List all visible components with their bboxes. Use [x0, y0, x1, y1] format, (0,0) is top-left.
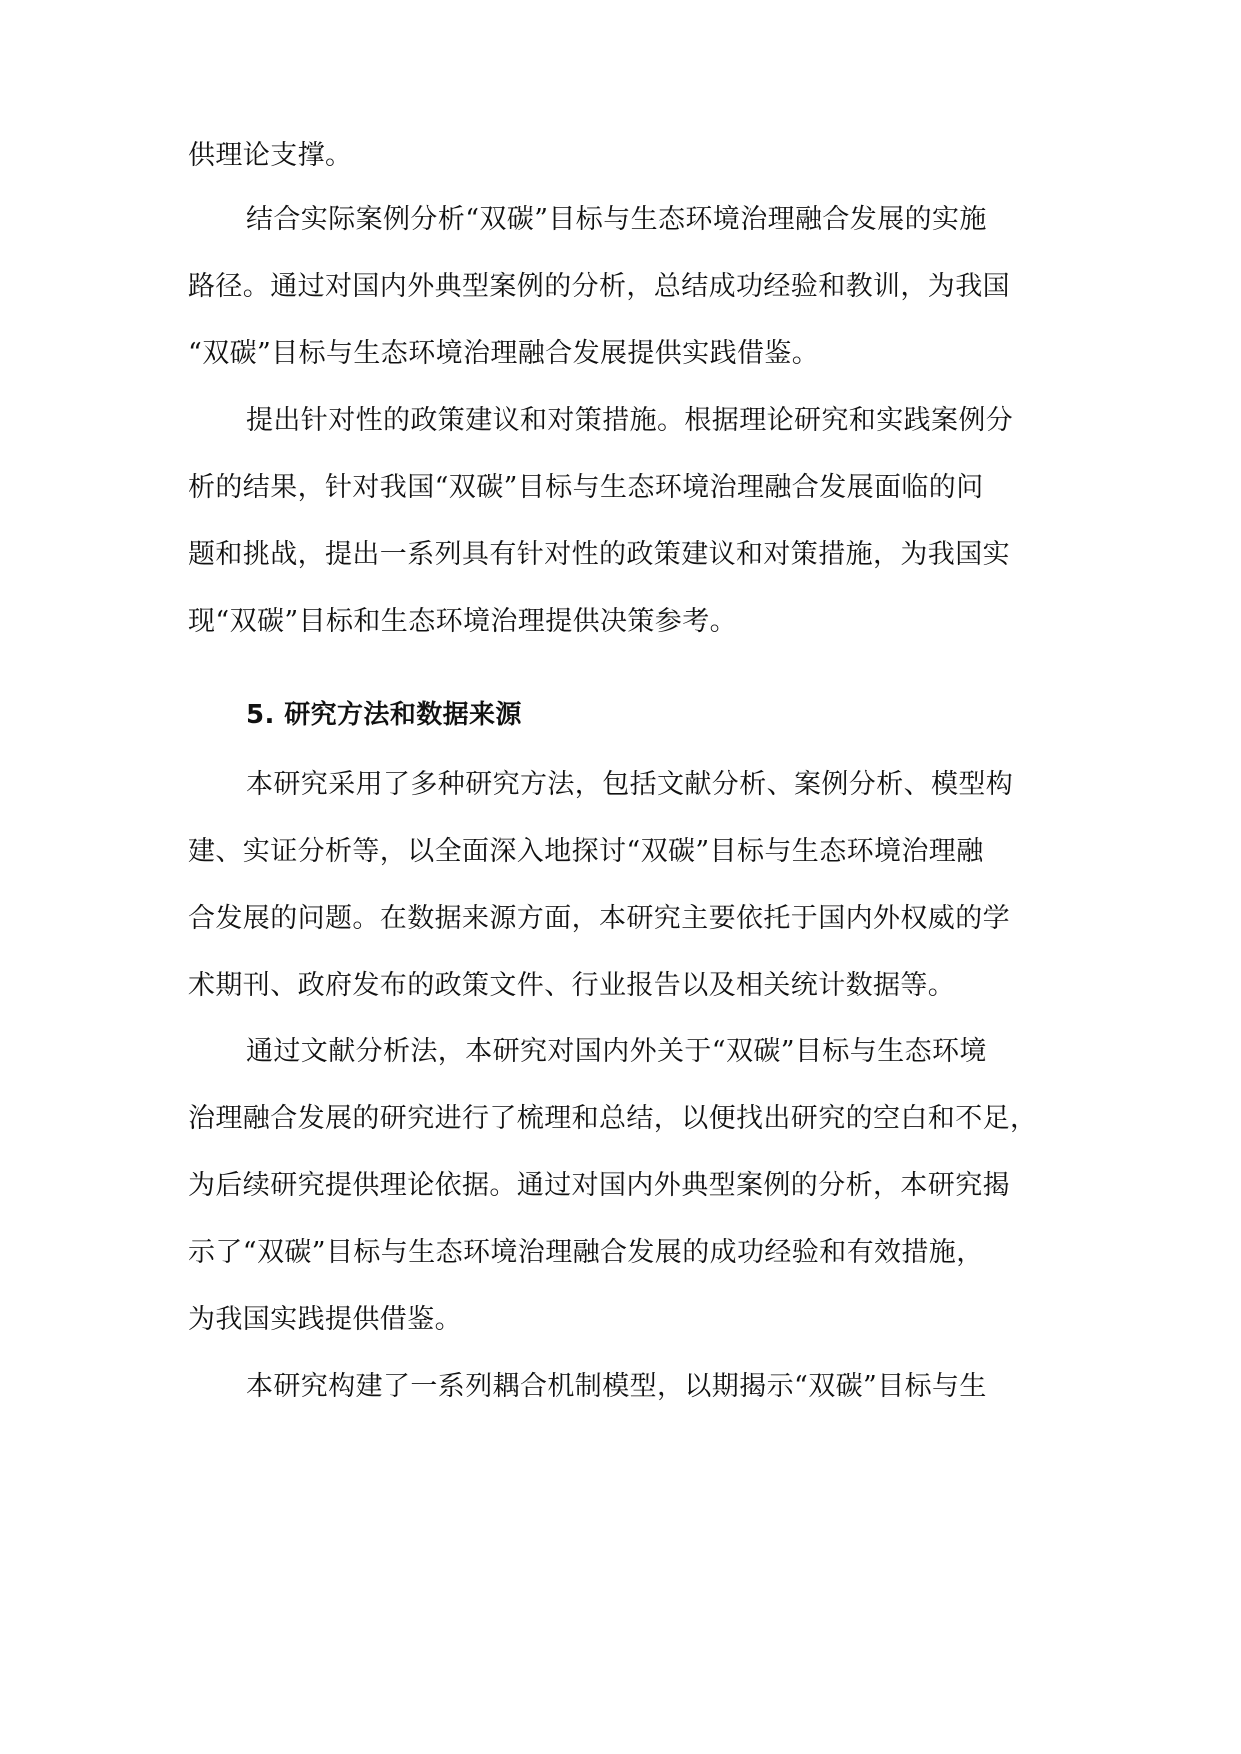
- text-line: 析的结果，针对我国“双碳”目标与生态环境治理融合发展面临的问: [188, 472, 984, 503]
- text-line: 提出针对性的政策建议和对策措施。根据理论研究和实践案例分: [246, 405, 1014, 436]
- document-page: [188, 0, 1050, 1754]
- text-line: 治理融合发展的研究进行了梳理和总结，以便找出研究的空白和不足，: [188, 1103, 1038, 1134]
- text-line: 结合实际案例分析“双碳”目标与生态环境治理融合发展的实施: [246, 204, 987, 235]
- text-line: “双碳”目标与生态环境治理融合发展提供实践借鉴。: [188, 338, 820, 369]
- text-line: 为我国实践提供借鉴。: [188, 1304, 462, 1335]
- text-line: 建、实证分析等，以全面深入地探讨“双碳”目标与生态环境治理融: [188, 836, 984, 867]
- text-line: 合发展的问题。在数据来源方面，本研究主要依托于国内外权威的学: [188, 903, 1010, 934]
- text-line: 通过文献分析法，本研究对国内外关于“双碳”目标与生态环境: [246, 1036, 987, 1067]
- text-line: 供理论支撑。: [188, 140, 353, 171]
- text-line: 术期刊、政府发布的政策文件、行业报告以及相关统计数据等。: [188, 970, 956, 1001]
- section-heading: 5. 研究方法和数据来源: [246, 700, 522, 730]
- text-line: 现“双碳”目标和生态环境治理提供决策参考。: [188, 606, 738, 637]
- text-line: 题和挑战，提出一系列具有针对性的政策建议和对策措施，为我国实: [188, 539, 1010, 570]
- text-line: 示了“双碳”目标与生态环境治理融合发展的成功经验和有效措施，: [188, 1237, 984, 1268]
- text-line: 本研究构建了一系列耦合机制模型，以期揭示“双碳”目标与生: [246, 1371, 987, 1402]
- text-line: 本研究采用了多种研究方法，包括文献分析、案例分析、模型构: [246, 769, 1014, 800]
- text-line: 为后续研究提供理论依据。通过对国内外典型案例的分析，本研究揭: [188, 1170, 1010, 1201]
- text-line: 路径。通过对国内外典型案例的分析，总结成功经验和教训，为我国: [188, 271, 1010, 302]
